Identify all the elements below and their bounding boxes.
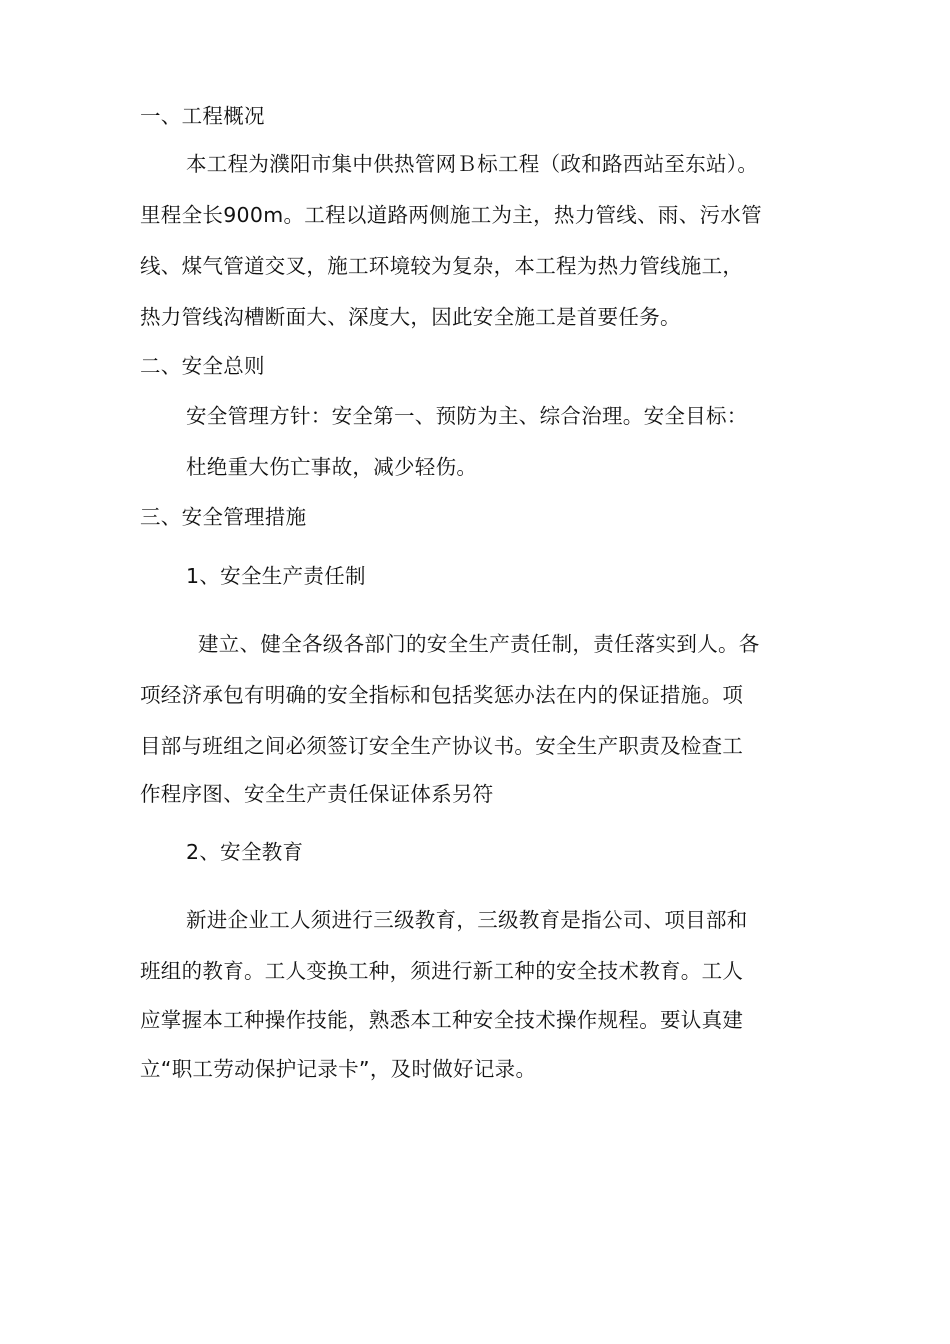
paragraph-line: 热力管线沟槽断面大、深度大，因此安全施工是首要任务。 [140,305,681,329]
paragraph-line: 杜绝重大伤亡事故，减少轻伤。 [186,455,478,479]
section-heading-measures: 三、安全管理措施 [140,505,307,529]
paragraph-line: 项经济承包有明确的安全指标和包括奖惩办法在内的保证措施。项 [140,683,744,707]
paragraph-line: 安全管理方针：安全第一、预防为主、综合治理。安全目标： [186,404,748,428]
paragraph-line: 班组的教育。工人变换工种，须进行新工种的安全技术教育。工人 [140,959,744,983]
subsection-title-education: 2、安全教育 [186,840,304,864]
paragraph-line: 新进企业工人须进行三级教育，三级教育是指公司、项目部和 [186,908,748,932]
paragraph-line: 目部与班组之间必须签订安全生产协议书。安全生产职责及检查工 [140,734,744,758]
paragraph-line: 里程全长900m。工程以道路两侧施工为主，热力管线、雨、污水管 [140,203,762,227]
paragraph-line: 本工程为濮阳市集中供热管网Ｂ标工程（政和路西站至东站）。 [186,152,759,176]
section-heading-overview: 一、工程概况 [140,104,265,128]
paragraph-line: 作程序图、安全生产责任保证体系另符 [140,782,494,806]
paragraph-line: 线、煤气管道交叉，施工环境较为复杂，本工程为热力管线施工， [140,254,744,278]
paragraph-line: 应掌握本工种操作技能，熟悉本工种安全技术操作规程。要认真建 [140,1008,744,1032]
paragraph-line: 建立、健全各级各部门的安全生产责任制，责任落实到人。各 [198,632,760,656]
paragraph-line: 立“职工劳动保护记录卡”，及时做好记录。 [140,1057,537,1081]
subsection-title-responsibility: 1、安全生产责任制 [186,564,366,588]
section-heading-general: 二、安全总则 [140,354,265,378]
